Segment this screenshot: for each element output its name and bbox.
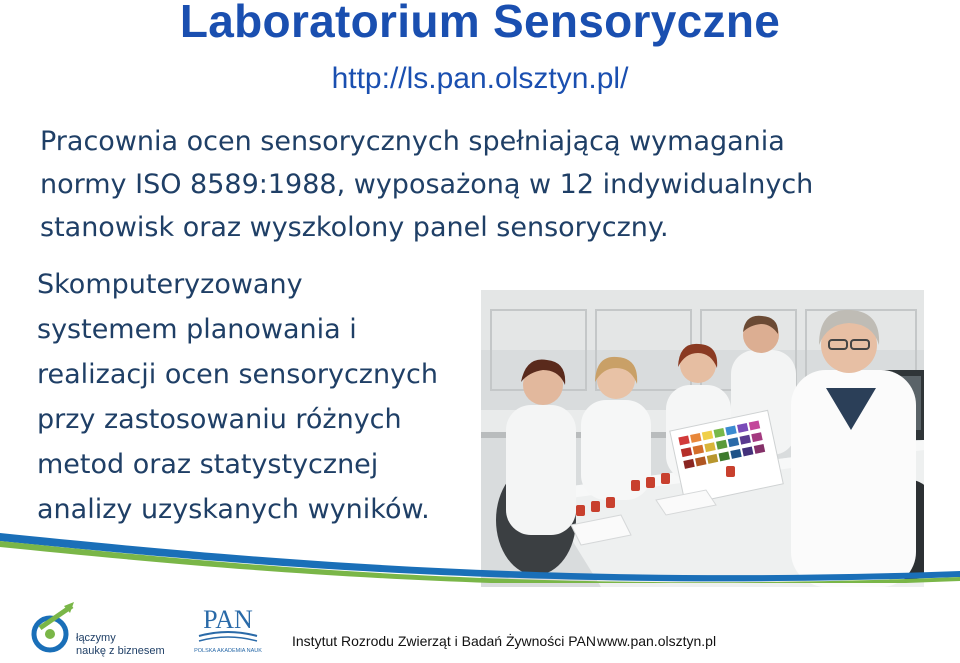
logo-text-line1: łączymy xyxy=(76,632,116,644)
intro-line: stanowisk oraz wyszkolony panel sensoryczny. xyxy=(40,212,669,243)
details-line: realizacji ocen sensorycznych xyxy=(37,359,439,390)
footer-website[interactable]: www.pan.olsztyn.pl xyxy=(597,633,717,649)
details-paragraph xyxy=(37,262,482,532)
intro-line: Pracownia ocen sensorycznych spełniającą wymagania xyxy=(40,126,785,157)
details-line: Skomputeryzowany xyxy=(37,269,303,300)
intro-line: normy ISO 8589:1988, wyposażoną w 12 indywidualnych xyxy=(40,169,814,200)
details-line: metod oraz statystycznej xyxy=(37,449,379,480)
logo-text-line2: naukę z biznesem xyxy=(76,645,165,657)
footer-institute: Instytut Rozrodu Zwierząt i Badań Żywności PAN xyxy=(292,633,596,649)
pan-mark: PAN xyxy=(203,605,253,634)
intro-paragraph xyxy=(40,120,940,249)
page-title: Laboratorium Sensoryczne xyxy=(179,0,781,47)
pan-logo xyxy=(193,600,263,658)
pan-subtitle: POLSKA AKADEMIA NAUK xyxy=(194,648,262,654)
lab-url[interactable]: http://ls.pan.olsztyn.pl/ xyxy=(331,62,629,95)
laczymy-logo xyxy=(30,600,170,658)
details-line: systemem planowania i xyxy=(37,314,357,345)
details-line: analizy uzyskanych wyników. xyxy=(37,494,430,525)
details-line: przy zastosowaniu różnych xyxy=(37,404,402,435)
footer-divider xyxy=(0,523,960,583)
